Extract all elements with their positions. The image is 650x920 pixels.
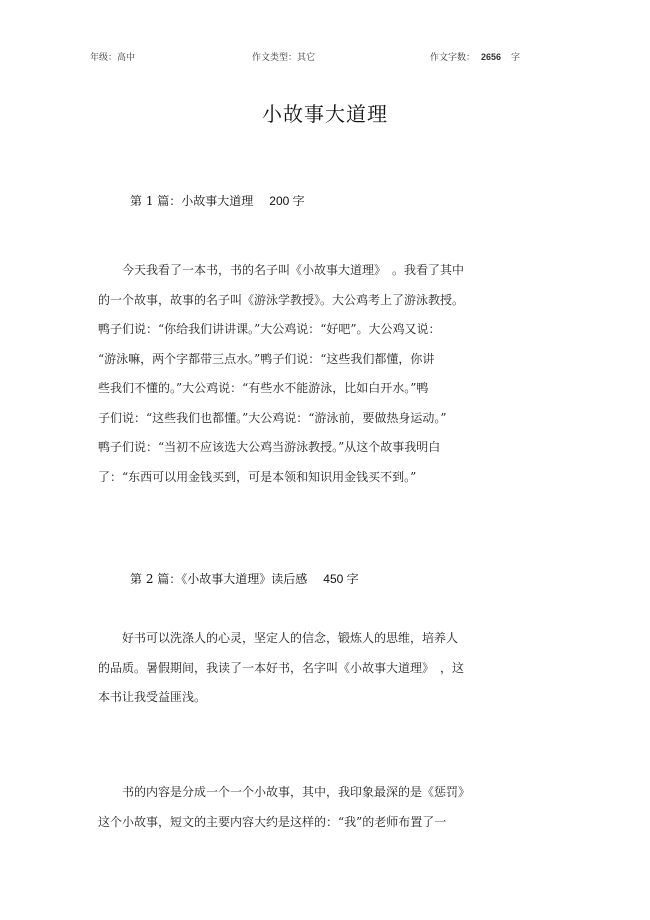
- section-2-word-count: 450 字: [323, 572, 359, 586]
- grade-label: 年级：高中: [90, 53, 136, 63]
- section-2-heading: [130, 570, 359, 587]
- section-1-heading: [130, 192, 305, 209]
- paragraph-line: 些我们不懂的。”大公鸡说：“有些水不能游泳，比如白开水。”鸭: [98, 381, 429, 395]
- section-2-paragraph-1: [98, 624, 558, 713]
- word-count-prefix: 作文字数：: [430, 53, 476, 63]
- paragraph-line: 了：“东西可以用金钱买到，可是本领和知识用金钱买不到。”: [98, 469, 417, 484]
- paragraph-line: 这个小故事，短文的主要内容大约是这样的：“我”的老师布置了一: [98, 814, 447, 829]
- section-1-title: 第 1 篇：小故事大道理: [130, 194, 254, 208]
- paragraph-line: 鸭子们说：“你给我们讲讲课。”大公鸡说：“好吧”。大公鸡又说：: [98, 322, 441, 336]
- paragraph-line: “游泳嘛，两个字都带三点水。”鸭子们说：“这些我们都懂，你讲: [98, 351, 435, 366]
- paragraph-line: 的品质。暑假期间，我读了一本好书，名字叫《小故事大道理》 ，这: [98, 660, 465, 675]
- document-title: 小故事大道理: [262, 102, 388, 126]
- word-count-label: [430, 50, 520, 63]
- paragraph-line: 鸭子们说：“当初不应该选大公鸡当游泳教授。”从这个故事我明白: [98, 440, 441, 454]
- section-1-word-count: 200 字: [269, 194, 305, 208]
- paragraph-line: 今天我看了一本书，书的名子叫《小故事大道理》 。我看了其中: [98, 263, 465, 277]
- paragraph-line: 好书可以洗涤人的心灵，坚定人的信念，锻炼人的思维，培养人: [98, 631, 459, 645]
- paragraph-line: 的一个故事，故事的名子叫《游泳学教授》。大公鸡考上了游泳教授。: [98, 292, 465, 307]
- word-count-unit: 字: [511, 53, 521, 63]
- section-1-paragraph: [98, 256, 558, 492]
- paragraph-line: 本书让我受益匪浅。: [98, 690, 207, 704]
- section-2-paragraph-2: [98, 778, 558, 837]
- paragraph-line: 书的内容是分成一个一个小故事，其中，我印象最深的是《惩罚》: [98, 785, 471, 799]
- paragraph-line: 子们说：“这些我们也都懂。”大公鸡说：“游泳前，要做热身运动。”: [98, 410, 447, 425]
- essay-type-label: 作文类型：其它: [252, 53, 316, 63]
- word-count-value: 2656: [481, 52, 502, 62]
- section-2-title: 第 2 篇：《小故事大道理》读后感: [130, 572, 308, 586]
